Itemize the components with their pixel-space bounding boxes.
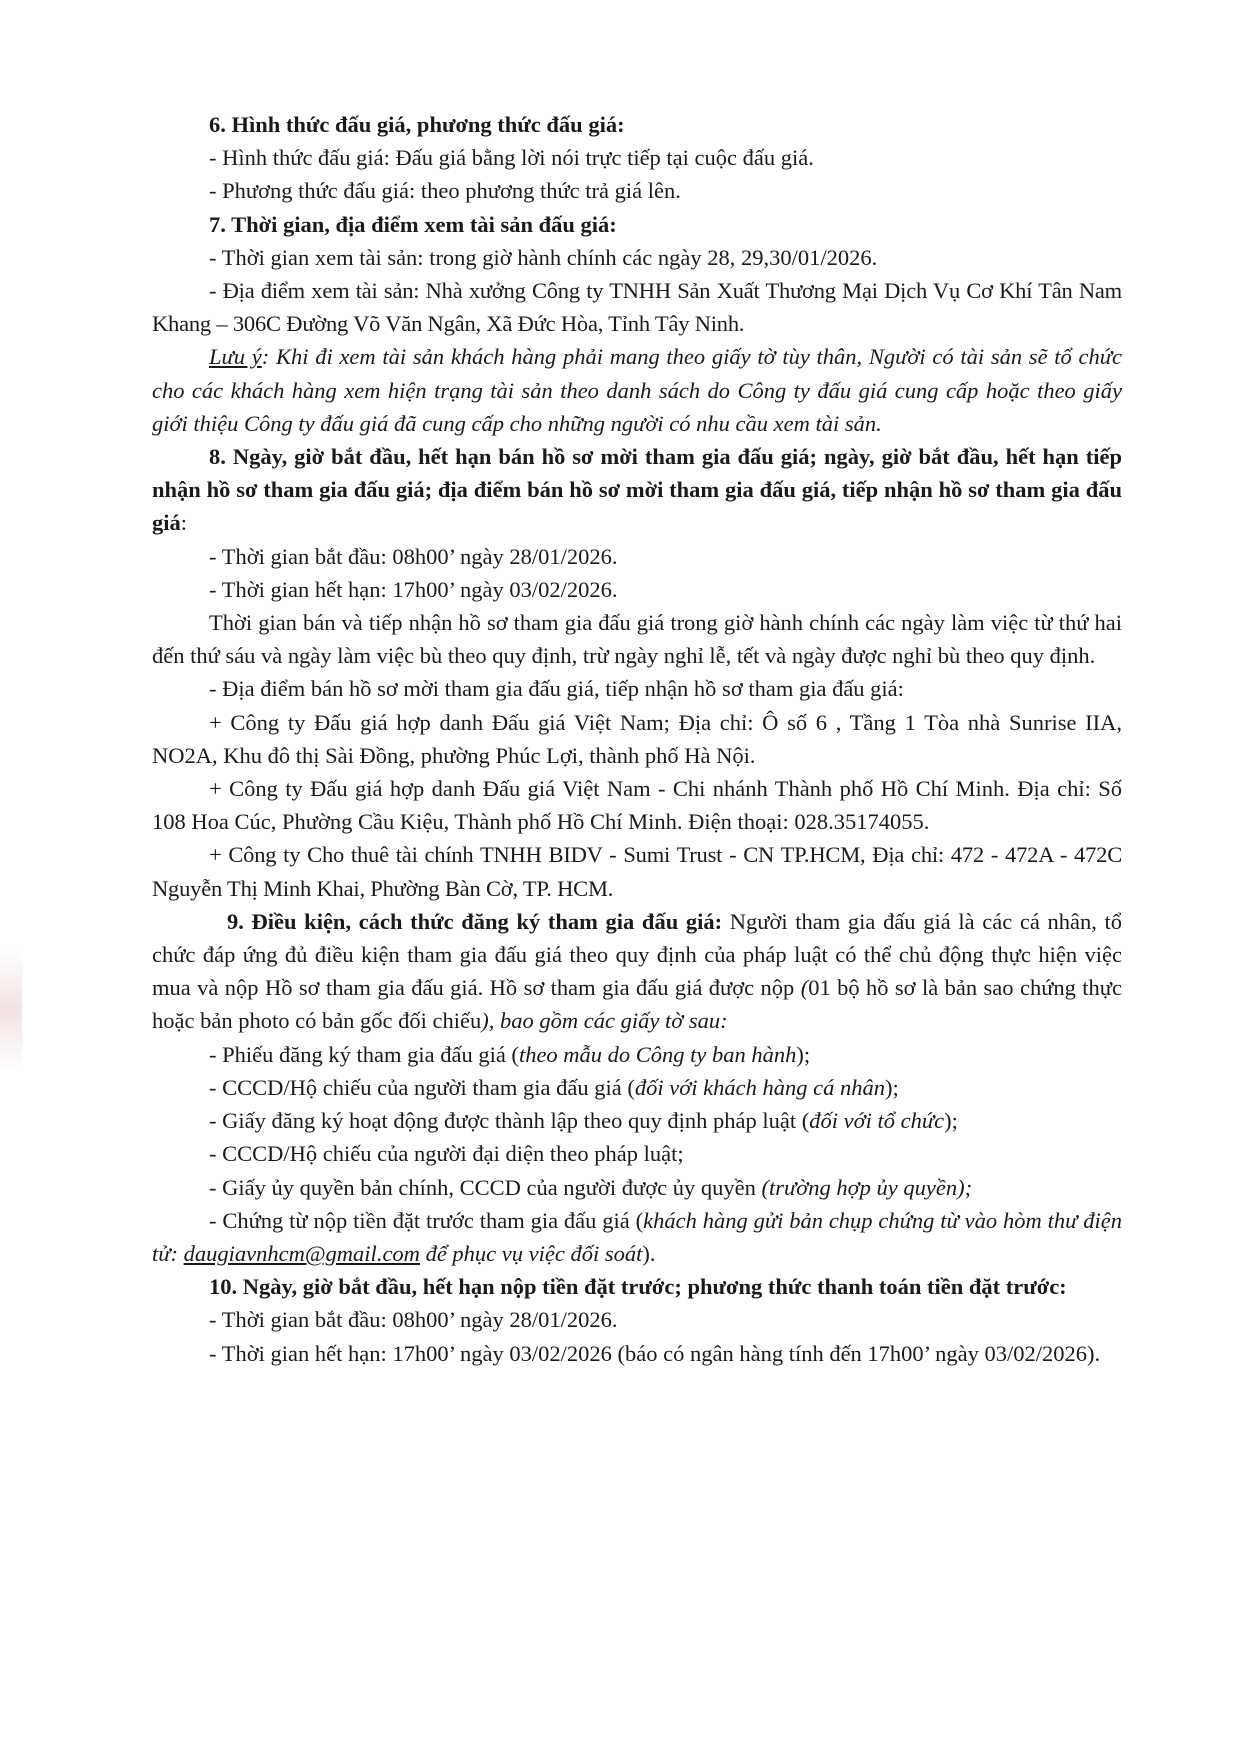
section-9-text-2: 01 bộ hồ sơ là bản sao chứng thực hoặc bản photo có bản gốc đối chiếu	[152, 975, 1122, 1034]
section-10-line-1: - Thời gian bắt đầu: 08h00’ ngày 28/01/2026.	[209, 1307, 618, 1333]
section-8-heading-colon: :	[180, 510, 188, 536]
section-6-heading: 6. Hình thức đấu giá, phương thức đấu giá:	[209, 112, 625, 137]
section-9-item-5	[152, 1171, 1122, 1204]
item-6-italic: khách hàng gửi bản chụp chứng từ vào hòm thư điện tử:	[152, 1207, 1123, 1266]
item-6-text: - Chứng từ nộp tiền đặt trước tham gia đấu giá (	[209, 1207, 644, 1233]
item-3-end: );	[944, 1108, 958, 1134]
item-6-italic-2: để phục vụ việc đối soát	[419, 1240, 643, 1266]
section-8-heading	[152, 440, 1122, 540]
section-8-line-2: - Thời gian hết hạn: 17h00’ ngày 03/02/2026.	[209, 576, 618, 602]
item-2-end: );	[884, 1074, 899, 1100]
section-8-location-1: + Công ty Đấu giá hợp danh Đấu giá Việt Nam; Địa chỉ: Ô số 6 , Tầng 1 Tòa nhà Sunrise IIA, NO2A, Khu đô thị Sài Đồng, phường Phúc Lợi, thành phố Hà Nội.	[152, 709, 1122, 768]
note-label: Lưu ý	[209, 344, 262, 370]
email-link[interactable]: daugiavnhcm@gmail.com	[183, 1240, 420, 1266]
item-3-italic: đối với tổ chức	[809, 1108, 945, 1134]
section-7-line-2: - Địa điểm xem tài sản: Nhà xưởng Công ty TNHH Sản Xuất Thương Mại Dịch Vụ Cơ Khí Tân Nam Khang – 306C Đường Võ Văn Ngân, Xã Đức Hòa, Tỉnh Tây Ninh.	[152, 278, 1122, 337]
section-9-heading: 9. Điều kiện, cách thức đăng ký tham gia đấu giá:	[227, 908, 723, 934]
section-9-item-1	[152, 1038, 1122, 1071]
item-5-italic: (trường hợp ủy quyền);	[761, 1174, 973, 1200]
section-8-line-1: - Thời gian bắt đầu: 08h00’ ngày 28/01/2026.	[209, 543, 618, 569]
section-8-heading-text: 8. Ngày, giờ bắt đầu, hết hạn bán hồ sơ mời tham gia đấu giá; ngày, giờ bắt đầu, hết hạn tiếp nhận hồ sơ tham gia đấu giá; địa điểm bán hồ sơ mời tham gia đấu giá, tiếp nhận hồ sơ tham gia đấu giá	[152, 444, 1122, 536]
section-6-line-1: - Hình thức đấu giá: Đấu giá bằng lời nói trực tiếp tại cuộc đấu giá.	[209, 145, 814, 171]
item-3-text: - Giấy đăng ký hoạt động được thành lập theo quy định pháp luật (	[209, 1108, 810, 1134]
section-8-paragraph: Thời gian bán và tiếp nhận hồ sơ tham gia đấu giá trong giờ hành chính các ngày làm việc từ thứ hai đến thứ sáu và ngày làm việc bù theo quy định, trừ ngày nghỉ lễ, tết và ngày được nghỉ bù theo quy định.	[152, 610, 1122, 669]
section-10-line-2: - Thời gian hết hạn: 17h00’ ngày 03/02/2026 (báo có ngân hàng tính đến 17h00’ ngày 03/02/2026).	[209, 1340, 1101, 1366]
item-2-text: - CCCD/Hộ chiếu của người tham gia đấu giá (	[209, 1074, 635, 1100]
section-9-item-4: - CCCD/Hộ chiếu của người đại diện theo pháp luật;	[209, 1141, 684, 1167]
item-6-end: ).	[642, 1240, 656, 1266]
note-text: : Khi đi xem tài sản khách hàng phải mang theo giấy tờ tùy thân, Người có tài sản sẽ tổ chức cho các khách hàng xem hiện trạng tài sản theo danh sách do Công ty đấu giá cung cấp hoặc theo giấy giới thiệu Công ty đấu giá đã cung cấp cho những người có nhu cầu xem tài sản.	[152, 344, 1122, 436]
item-2-italic: đối với khách hàng cá nhân	[634, 1074, 885, 1100]
section-9-paragraph	[152, 905, 1122, 1038]
section-8-location-2: + Công ty Đấu giá hợp danh Đấu giá Việt Nam - Chi nhánh Thành phố Hồ Chí Minh. Địa chỉ: Số 108 Hoa Cúc, Phường Cầu Kiệu, Thành phố Hồ Chí Minh. Điện thoại: 028.35174055.	[152, 776, 1122, 835]
section-6-line-2: - Phương thức đấu giá: theo phương thức trả giá lên.	[209, 178, 681, 204]
section-9-paren-open: (	[800, 975, 809, 1001]
section-9-item-6	[152, 1204, 1122, 1270]
item-5-text: - Giấy ủy quyền bản chính, CCCD của người được ủy quyền	[209, 1174, 762, 1200]
section-9-item-2	[152, 1071, 1122, 1104]
item-1-text: - Phiếu đăng ký tham gia đấu giá (	[209, 1041, 519, 1067]
section-9-item-3	[152, 1104, 1122, 1137]
section-7-note	[152, 340, 1122, 440]
section-7-heading: 7. Thời gian, địa điểm xem tài sản đấu giá:	[209, 211, 617, 237]
item-1-italic: theo mẫu do Công ty ban hành	[518, 1041, 797, 1067]
section-7-line-1: - Thời gian xem tài sản: trong giờ hành chính các ngày 28, 29,30/01/2026.	[209, 244, 878, 270]
item-1-end: );	[796, 1041, 811, 1067]
section-8-location-3: + Công ty Cho thuê tài chính TNHH BIDV - Sumi Trust - CN TP.HCM, Địa chỉ: 472 - 472A - 472C Nguyễn Thị Minh Khai, Phường Bàn Cờ, TP. HCM.	[152, 842, 1122, 901]
section-10-heading: 10. Ngày, giờ bắt đầu, hết hạn nộp tiền đặt trước; phương thức thanh toán tiền đặt trước:	[209, 1274, 1067, 1300]
document-page	[152, 108, 1122, 1370]
margin-stamp-mark	[0, 950, 22, 1070]
section-8-line-3: - Địa điểm bán hồ sơ mời tham gia đấu giá, tiếp nhận hồ sơ tham gia đấu giá:	[209, 676, 904, 702]
section-9-text: Người tham gia đấu giá là các cá nhân, tổ chức đáp ứng đủ điều kiện tham gia đấu giá theo quy định của pháp luật có thể chủ động thực hiện việc mua và nộp Hồ sơ tham gia đấu giá. Hồ sơ tham gia đấu giá được nộp	[152, 908, 1123, 1001]
section-9-text-italic: ), bao gồm các giấy tờ sau:	[481, 1008, 728, 1034]
